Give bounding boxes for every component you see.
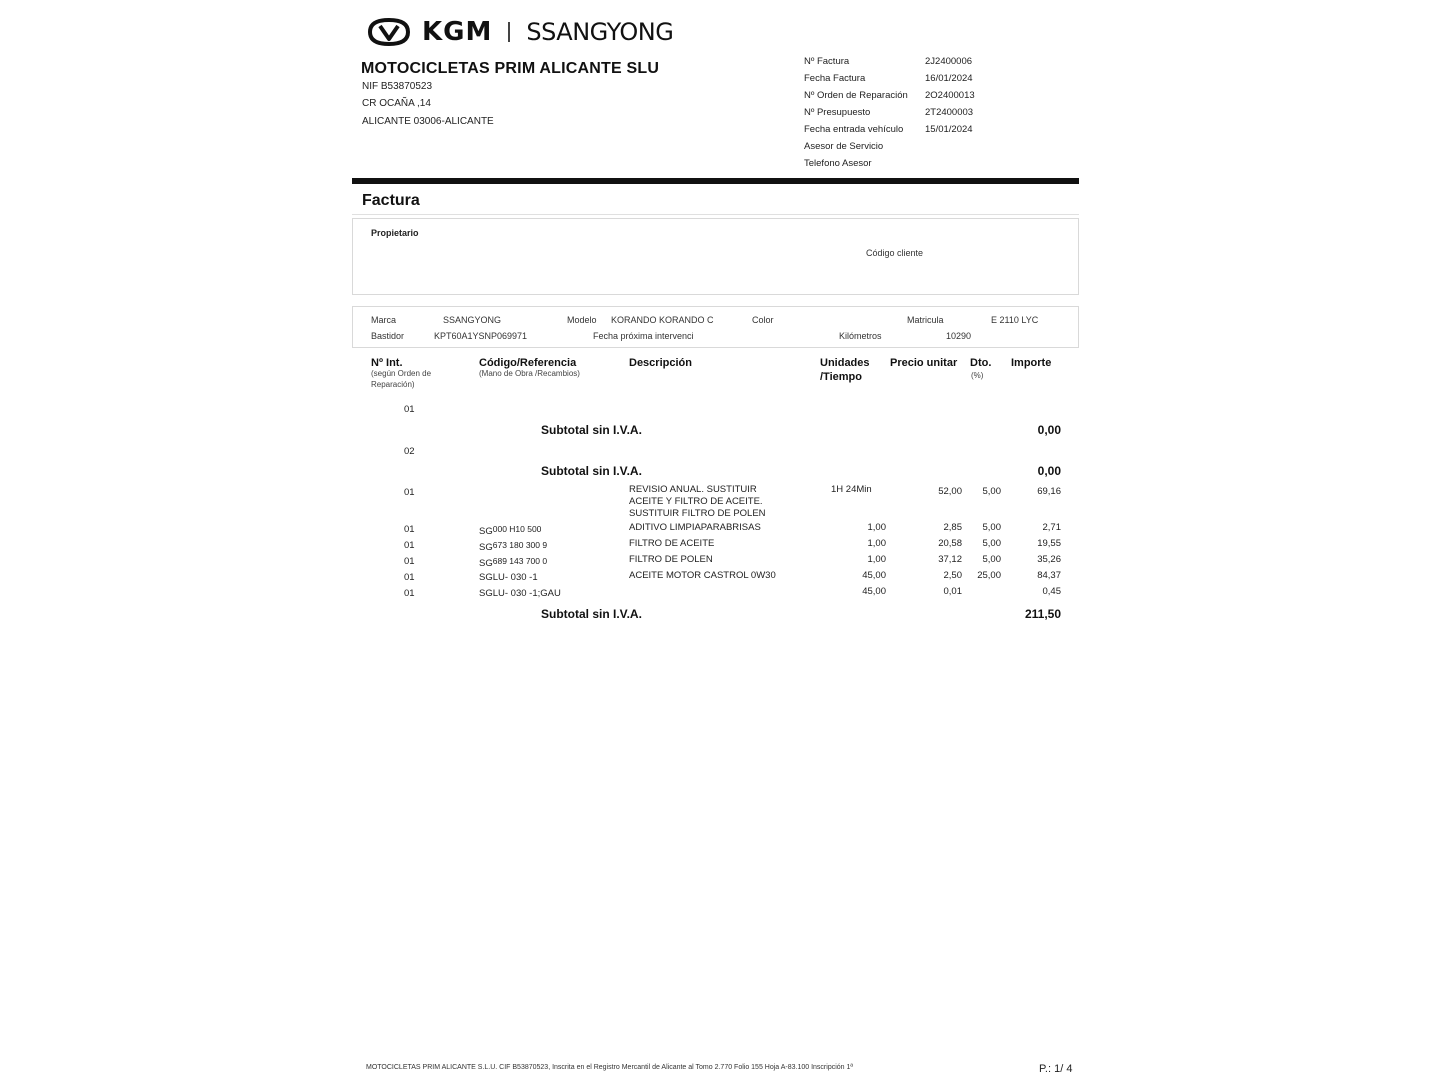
advisor-phone-label: Telefono Asesor (804, 158, 872, 169)
part-code (479, 524, 541, 537)
part-units: 45,00 (862, 586, 886, 597)
part-description: FILTRO DE ACEITE (629, 538, 715, 549)
brand-logos (366, 14, 673, 50)
labour-description-line2: ACEITE Y FILTRO DE ACEITE. (629, 496, 763, 507)
part-code (479, 572, 538, 583)
table-row (352, 586, 1079, 602)
col-header-amount: Importe (1011, 357, 1052, 369)
part-code-value: LU- 030 -1 (492, 572, 538, 583)
part-price: 20,58 (938, 538, 962, 549)
ssangyong-logo-text: SSANGYONG (526, 18, 674, 46)
color-label: Color (752, 315, 774, 325)
part-number: 01 (404, 572, 415, 583)
parts-list (352, 522, 1079, 602)
logo-divider (508, 22, 510, 42)
labour-description-line1: REVISIO ANUAL. SUSTITUIR (629, 484, 757, 495)
repair-order: 2O2400013 (925, 90, 975, 101)
table-row (352, 522, 1079, 538)
section-number: 02 (404, 446, 415, 457)
part-discount: 5,00 (982, 522, 1001, 533)
subtotal-amount: 0,00 (1037, 464, 1061, 478)
subtotal-label: Subtotal sin I.V.A. (541, 464, 642, 478)
part-code-prefix: SG (479, 572, 493, 583)
labour-discount: 5,00 (982, 486, 1001, 497)
col-header-units-time: /Tiempo (820, 371, 862, 383)
part-discount: 5,00 (982, 538, 1001, 549)
table-row (352, 538, 1079, 554)
part-units: 1,00 (867, 522, 886, 533)
part-number: 01 (404, 524, 415, 535)
next-service-label: Fecha próxima intervenci (593, 331, 694, 341)
model-label: Modelo (567, 315, 597, 325)
col-header-code: Código/Referencia (479, 357, 577, 369)
part-price: 37,12 (938, 554, 962, 565)
part-price: 2,85 (943, 522, 962, 533)
part-number: 01 (404, 588, 415, 599)
part-description: FILTRO DE POLEN (629, 554, 713, 565)
kgm-logo-text: KGM (422, 17, 493, 47)
part-amount: 2,71 (1042, 522, 1061, 533)
client-code-label: Código cliente (866, 248, 924, 258)
page-number: P.: 1/ 4 (1039, 1063, 1073, 1075)
part-code-prefix: SG (479, 542, 493, 553)
entry-date: 15/01/2024 (925, 124, 973, 135)
part-code (479, 556, 547, 569)
part-code-value: 000 H10 500 (492, 524, 542, 534)
part-code (479, 588, 561, 599)
labour-number: 01 (404, 487, 415, 498)
invoice-number: 2J2400006 (925, 56, 973, 67)
col-header-discount: Dto. (970, 357, 992, 369)
estimate-number: 2T2400003 (925, 107, 974, 118)
part-price: 2,50 (943, 570, 962, 581)
labour-price: 52,00 (938, 486, 962, 497)
invoice-info-row (804, 138, 975, 155)
company-nif: NIF B53870523 (362, 81, 433, 92)
labour-time: 1H 24Min (831, 484, 872, 495)
part-units: 1,00 (867, 554, 886, 565)
subtotal-label: Subtotal sin I.V.A. (541, 607, 642, 621)
subtotal-amount: 0,00 (1037, 423, 1061, 437)
entry-date-label: Fecha entrada vehículo (804, 124, 904, 135)
invoice-info (804, 53, 975, 172)
part-amount: 0,45 (1042, 586, 1061, 597)
invoice-info-row (804, 87, 975, 104)
part-amount: 84,37 (1037, 570, 1061, 581)
part-code-prefix: SG (479, 558, 493, 569)
vehicle-plate: E 2110 LYC (991, 315, 1039, 325)
part-amount: 19,55 (1037, 538, 1061, 549)
invoice-date: 16/01/2024 (925, 73, 973, 84)
part-units: 45,00 (862, 570, 886, 581)
part-number: 01 (404, 540, 415, 551)
invoice-number-label: Nº Factura (804, 56, 850, 67)
title-divider (352, 214, 1079, 215)
document-title: Factura (362, 192, 420, 209)
part-discount: 5,00 (982, 554, 1001, 565)
plate-label: Matricula (907, 315, 944, 325)
subtotal-label: Subtotal sin I.V.A. (541, 423, 642, 437)
part-description: ACEITE MOTOR CASTROL 0W30 (629, 570, 776, 581)
col-header-number: Nº Int. (371, 357, 403, 369)
owner-label: Propietario (371, 228, 419, 238)
vehicle-vin: KPT60A1YSNP069971 (434, 331, 528, 341)
part-code (479, 540, 547, 553)
part-code-value: LU- 030 -1;GAU (492, 588, 561, 599)
part-code-value: 673 180 300 9 (492, 540, 548, 550)
invoice-info-row (804, 104, 975, 121)
vehicle-km: 10290 (946, 331, 972, 341)
part-discount: 25,00 (977, 570, 1001, 581)
part-amount: 35,26 (1037, 554, 1061, 565)
col-header-number-sub2: Reparación) (371, 380, 415, 389)
part-code-prefix: SG (479, 526, 493, 537)
service-advisor-label: Asesor de Servicio (804, 141, 884, 152)
company-city: ALICANTE 03006-ALICANTE (362, 116, 494, 127)
invoice-info-row (804, 70, 975, 87)
part-units: 1,00 (867, 538, 886, 549)
invoice-date-label: Fecha Factura (804, 73, 866, 84)
labour-amount: 69,16 (1037, 486, 1061, 497)
estimate-label: Nº Presupuesto (804, 107, 871, 118)
col-header-description: Descripción (629, 357, 692, 369)
section-number: 01 (404, 404, 415, 415)
vehicle-box (352, 306, 1079, 348)
table-row (352, 570, 1079, 586)
part-description: ADITIVO LIMPIAPARABRISAS (629, 522, 761, 533)
table-row (352, 554, 1079, 570)
header-divider (352, 178, 1079, 184)
part-number: 01 (404, 556, 415, 567)
col-header-code-sub: (Mano de Obra /Recambios) (479, 369, 580, 378)
repair-order-label: Nº Orden de Reparación (804, 90, 908, 101)
brand-label: Marca (371, 315, 397, 325)
invoice-info-row (804, 53, 975, 70)
vehicle-brand: SSANGYONG (443, 315, 502, 325)
footer-legal-text: MOTOCICLETAS PRIM ALICANTE S.L.U. CIF B53870523, Inscrita en el Registro Mercantil de Alicante al Tomo 2.770 Folio 155 Hoja A-83.100 Inscripción 1ª (366, 1064, 853, 1071)
col-header-units: Unidades (820, 357, 870, 369)
company-address: CR OCAÑA ,14 (362, 98, 431, 109)
subtotal-amount: 211,50 (1024, 607, 1061, 621)
owner-box (352, 218, 1079, 295)
km-label: Kilómetros (839, 331, 882, 341)
invoice-info-row (804, 155, 975, 172)
kgm-emblem-icon (366, 17, 412, 47)
part-code-prefix: SG (479, 588, 493, 599)
col-header-discount-unit: (%) (971, 371, 984, 380)
company-name: MOTOCICLETAS PRIM ALICANTE SLU (361, 60, 660, 77)
labour-description-line3: SUSTITUIR FILTRO DE POLEN (629, 508, 766, 519)
col-header-number-sub1: (según Orden de (371, 369, 432, 378)
part-price: 0,01 (943, 586, 962, 597)
vehicle-model: KORANDO KORANDO C (611, 315, 714, 325)
part-code-value: 689 143 700 0 (492, 556, 548, 566)
vin-label: Bastidor (371, 331, 405, 341)
invoice-info-row (804, 121, 975, 138)
col-header-unit-price: Precio unitar (890, 357, 958, 369)
